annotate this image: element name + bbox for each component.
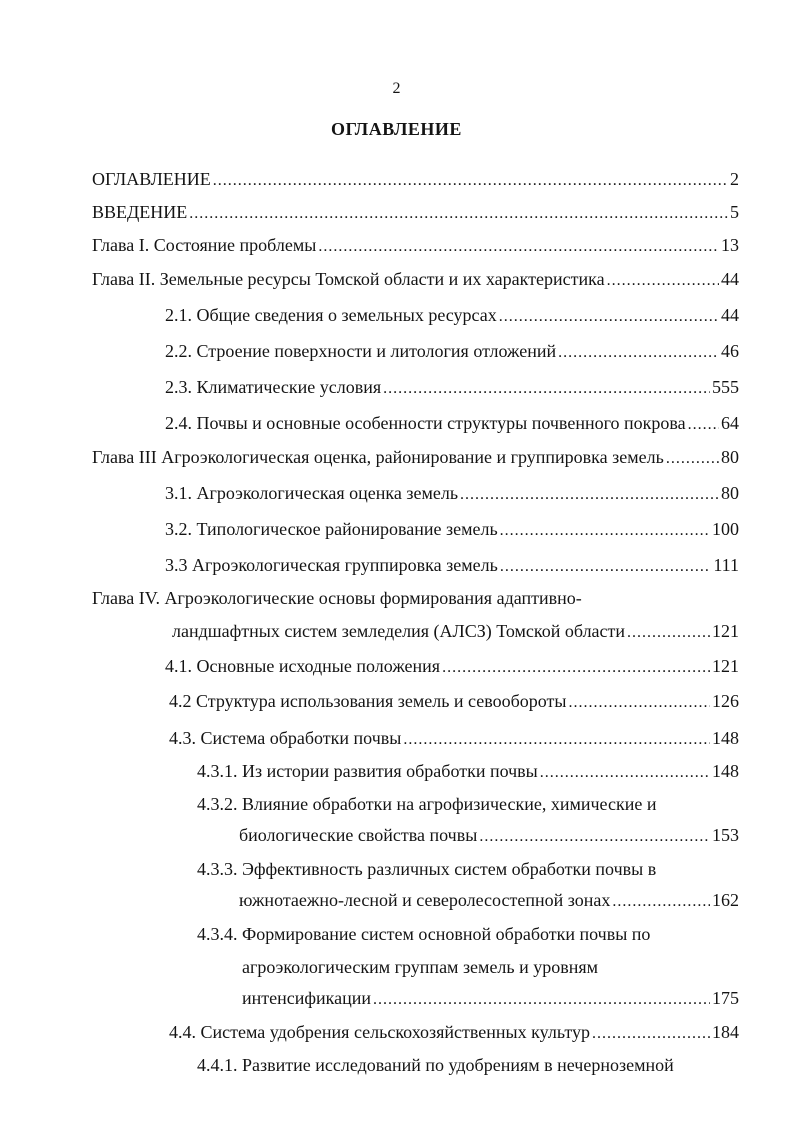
toc-entry-line[interactable]: 4.3.3. Эффективность различных систем обработки почвы в <box>197 859 657 879</box>
toc-entry[interactable] <box>169 727 739 749</box>
toc-entry-label: 2.2. Строение поверхности и литология отложений <box>165 341 557 361</box>
dot-leader <box>688 414 719 436</box>
toc-entry-page: 80 <box>721 483 739 503</box>
dot-leader <box>592 1023 710 1045</box>
dot-leader <box>569 692 710 714</box>
toc-entry-page: 5 <box>730 202 739 222</box>
toc-entry[interactable] <box>165 412 739 434</box>
toc-entry-line[interactable]: Глава IV. Агроэкологические основы формирования адаптивно- <box>92 588 582 608</box>
toc-entry-label: 2.1. Общие сведения о земельных ресурсах <box>165 305 497 325</box>
toc-entry-line[interactable]: 4.4.1. Развитие исследований по удобрениям в нечерноземной <box>197 1055 674 1075</box>
toc-entry[interactable] <box>197 760 739 782</box>
toc-entry-label: 4.3.1. Из истории развития обработки почвы <box>197 761 538 781</box>
toc-entry-page: 111 <box>713 555 739 575</box>
dot-leader <box>607 270 719 292</box>
toc-entry-page: 2 <box>730 169 739 189</box>
toc-entry-page: 162 <box>712 890 739 910</box>
toc-entry-label: 3.1. Агроэкологическая оценка земель <box>165 483 459 503</box>
toc-entry-label: ландшафтных систем земледелия (АЛСЗ) Томской области <box>172 621 626 641</box>
toc-entry-label: 4.4. Система удобрения сельскохозяйственных культур <box>169 1022 590 1042</box>
toc-entry[interactable] <box>242 987 739 1009</box>
toc-entry-label: южнотаежно-лесной и северолесостепной зонах <box>239 890 611 910</box>
dot-leader <box>479 826 710 848</box>
toc-entry-page: 126 <box>712 691 739 711</box>
dot-leader <box>442 657 710 679</box>
dot-leader <box>500 520 710 542</box>
dot-leader <box>403 729 710 751</box>
toc-title: ОГЛАВЛЕНИЕ <box>331 119 462 139</box>
toc-entry-label: 4.1. Основные исходные положения <box>165 656 441 676</box>
toc-entry-page: 184 <box>712 1022 739 1042</box>
toc-entry[interactable] <box>165 340 739 362</box>
page-number: 2 <box>392 80 401 97</box>
dot-leader <box>558 342 719 364</box>
toc-entry-page: 175 <box>712 988 739 1008</box>
toc-entry-label: 4.3. Система обработки почвы <box>169 728 402 748</box>
toc-entry-page: 44 <box>721 269 739 289</box>
toc-entry-page: 46 <box>721 341 739 361</box>
toc-entry-label: 2.4. Почвы и основные особенности структуры почвенного покрова <box>165 413 686 433</box>
toc-entry-line[interactable]: 4.3.2. Влияние обработки на агрофизические, химические и <box>197 794 657 814</box>
toc-entry-page: 100 <box>712 519 739 539</box>
toc-entry[interactable] <box>92 268 739 290</box>
dot-leader <box>318 236 719 258</box>
toc-entry-label: 3.3 Агроэкологическая группировка земель <box>165 555 498 575</box>
toc-entry-page: 13 <box>721 235 739 255</box>
toc-entry[interactable] <box>165 376 739 398</box>
dot-leader <box>500 556 712 578</box>
toc-entry[interactable] <box>92 201 739 223</box>
toc-entry-page: 555 <box>712 377 739 397</box>
toc-entry-line[interactable]: 4.3.4. Формирование систем основной обработки почвы по <box>197 924 651 944</box>
dot-leader <box>189 203 728 225</box>
toc-entry[interactable] <box>92 446 739 468</box>
toc-entry-line[interactable]: агроэкологическим группам земель и уровням <box>242 957 599 977</box>
toc-entry-label: Глава III Агроэкологическая оценка, районирование и группировка земель <box>92 447 664 467</box>
toc-entry-label: биологические свойства почвы <box>239 825 478 845</box>
toc-entry-page: 121 <box>712 621 739 641</box>
toc-entry-label: ВВЕДЕНИЕ <box>92 202 188 222</box>
toc-entry-page: 44 <box>721 305 739 325</box>
toc-entry[interactable] <box>172 620 739 642</box>
toc-entry[interactable] <box>165 482 739 504</box>
toc-entry[interactable] <box>165 655 739 677</box>
dot-leader <box>612 891 710 913</box>
toc-entry[interactable] <box>92 168 739 190</box>
dot-leader <box>627 622 710 644</box>
toc-entry[interactable] <box>169 690 739 712</box>
toc-entry-label: Глава II. Земельные ресурсы Томской области и их характеристика <box>92 269 605 289</box>
toc-entry-page: 153 <box>712 825 739 845</box>
toc-entry-label: 3.2. Типологическое районирование земель <box>165 519 498 539</box>
toc-entry[interactable] <box>239 889 739 911</box>
dot-leader <box>540 762 710 784</box>
toc-entry-page: 121 <box>712 656 739 676</box>
toc-entry-label: 4.2 Структура использования земель и севообороты <box>169 691 567 711</box>
dot-leader <box>373 989 710 1011</box>
toc-entry-page: 64 <box>721 413 739 433</box>
dot-leader <box>383 378 710 400</box>
dot-leader <box>213 170 728 192</box>
toc-entry[interactable] <box>165 554 739 576</box>
dot-leader <box>666 448 719 470</box>
toc-entry-page: 148 <box>712 761 739 781</box>
toc-entry[interactable] <box>92 234 739 256</box>
toc-entry[interactable] <box>165 304 739 326</box>
dot-leader <box>499 306 719 328</box>
dot-leader <box>460 484 719 506</box>
toc-entry-label: 2.3. Климатические условия <box>165 377 382 397</box>
toc-entry-page: 148 <box>712 728 739 748</box>
toc-entry[interactable] <box>239 824 739 846</box>
toc-entry[interactable] <box>169 1021 739 1043</box>
toc-entry-page: 80 <box>721 447 739 467</box>
toc-entry-label: ОГЛАВЛЕНИЕ <box>92 169 211 189</box>
toc-entry[interactable] <box>165 518 739 540</box>
toc-entry-label: Глава I. Состояние проблемы <box>92 235 317 255</box>
toc-entry-label: интенсификации <box>242 988 372 1008</box>
